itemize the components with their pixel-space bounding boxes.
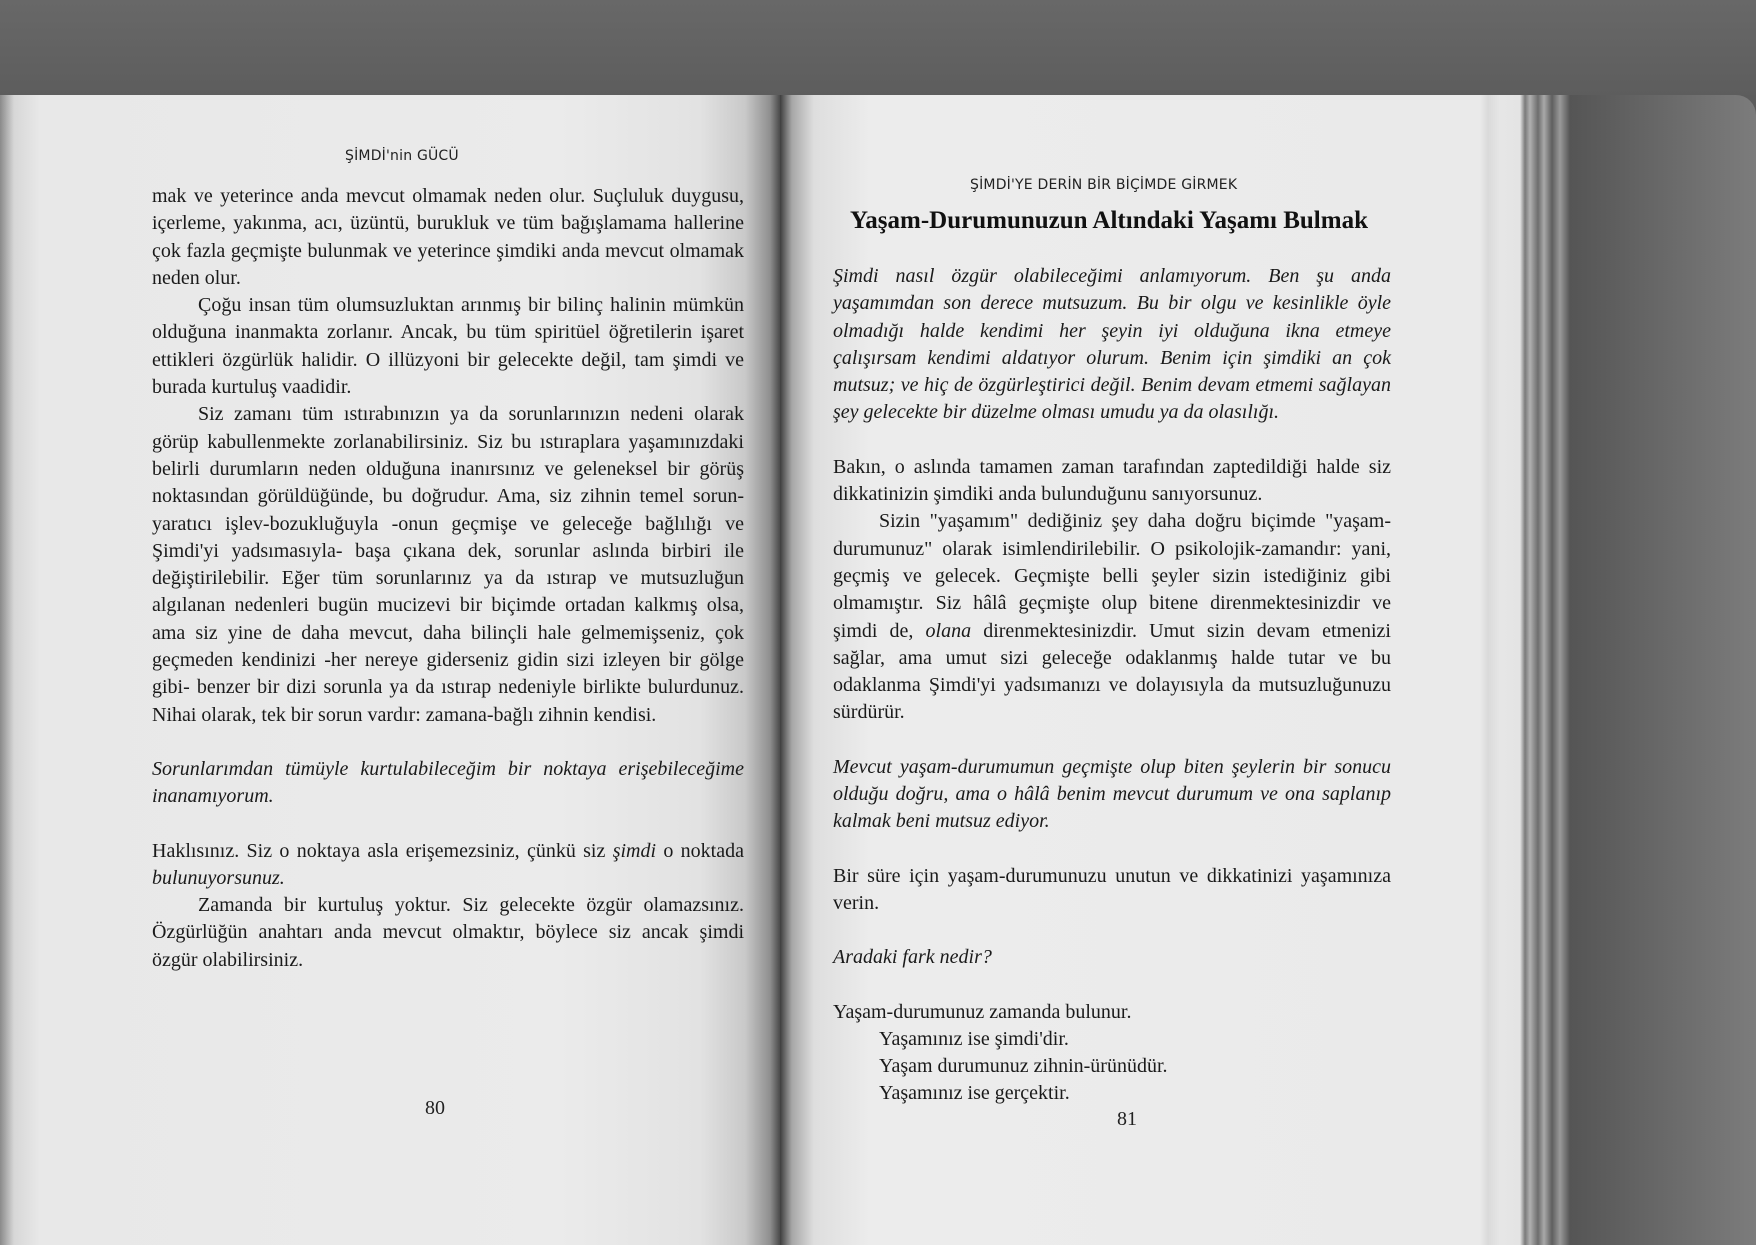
scanner-background bbox=[0, 0, 1756, 95]
answer-text: Zamanda bir kurtuluş yoktur. Siz gelecekte özgür olamazsınız. Özgürlüğün anahtarı anda mevcut olmaktır, böylece siz ancak şimdi özgür olabilirsiniz. bbox=[152, 894, 744, 971]
left-page bbox=[0, 95, 780, 1245]
answer-line: Yaşam-durumunuz zamanda bulunur. bbox=[833, 1000, 1132, 1023]
question-text: Aradaki fark nedir? bbox=[833, 946, 992, 969]
question-text: Sorunlarımdan tümüyle kurtulabileceğim bir noktaya erişebileceğime inanamıyorum. bbox=[152, 757, 744, 808]
answer-line: Yaşam durumunuz zihnin-ürünüdür. bbox=[879, 1055, 1168, 1078]
answer-line: Yaşamınız ise şimdi'dir. bbox=[879, 1027, 1069, 1050]
page-number-left: 80 bbox=[425, 1097, 445, 1119]
answer-text: Sizin "yaşamım" dediğiniz şey daha doğru biçimde "yaşam-durumunuz" olarak isimlendirilebilir. O psikolojik-zamandır: yani, geçmiş ve gelecek. Geçmişte belli şeyler sizin istediğiniz gibi olmamıştır. Siz hâlâ geçmişte olup bitene direnmektesinizdir ve şimdi de, olana direnmektesinizdir. Umut sizin devam etmenizi sağlar, ama umut sizi geleceğe odaklanmış halde tutar ve bu odaklanma Şimdi'yi yadsımanızı ve dolayısıyla da mutsuzluğunuzu sürdürür. bbox=[833, 510, 1391, 724]
question-text: Şimdi nasıl özgür olabileceğimi anlamıyorum. Ben şu anda yaşamımdan son derece mutsuzum. Bu bir olgu ve kesinlikle öyle olmadığı halde kendimi her şeyin iyi olduğuna ikna etmeye çalışırsam kendimi aldatıyor olurum. Benim için şimdiki an çok mutsuz; ve hiç de özgürleştirici değil. Benim devam etmemi sağlayan şey gelecekte bir düzelme olması umudu ya da olasılığı. bbox=[833, 265, 1391, 424]
answer-text: Haklısınız. Siz o noktaya asla erişemezsiniz, çünkü siz şimdi o noktada bulunuyorsunuz. bbox=[152, 839, 744, 889]
left-body bbox=[152, 183, 744, 974]
page-number-right: 81 bbox=[1117, 1108, 1137, 1130]
answer-text: Bakın, o aslında tamamen zaman tarafından zaptedildiği halde siz dikkatinizin şimdiki anda bulunduğunu sanıyorsunuz. bbox=[833, 455, 1391, 506]
paragraph: mak ve yeterince anda mevcut olmamak neden olur. Suçluluk duygusu, içerleme, yakınma, acı, üzüntü, burukluk ve tüm bağışlamama hallerine çok fazla geçmişte bulunmak ve yeterince şimdiki anda mevcut olmamak neden olur. bbox=[152, 185, 744, 289]
running-head-left: ŞİMDİ'nin GÜCÜ bbox=[345, 148, 459, 164]
question-text: Mevcut yaşam-durumumun geçmişte olup biten şeylerin bir sonucu olduğu doğru, ama o hâlâ benim mevcut durumum ve ona saplanıp kalmak beni mutsuz ediyor. bbox=[833, 755, 1391, 833]
right-page bbox=[780, 95, 1756, 1245]
answer-list bbox=[833, 999, 1391, 1108]
paragraph: Siz zamanı tüm ıstırabınızın ya da sorunlarınızın nedeni olarak görüp kabullenmekte zorlanabilirsiniz. Siz bu ıstıraplara yaşamınızdaki belirli durumların neden olduğuna inanırsınız ve geleneksel bir görüş noktasından görüldüğünde, bu doğrudur. Ama, siz zihnin temel sorun-yaratıcı işlev-bozukluğuyla -onun geçmişe ve geleceğe bağlılığı ve Şimdi'yi yadsımasıyla- başa çıkana dek, sorunlar aslında birbiri ile değiştirilebilir. Eğer tüm sorunlarınız ya da ıstırap ve mutsuzluğun algılanan nedenleri bugün mucizevi bir biçimde ortadan kalkmış olsa, ama siz yine de daha mevcut, daha bilinçli hale gelmemişseniz, çok geçmeden kendinizi -her nereye giderseniz gidin sizi izleyen bir gölge gibi- benzer bir dizi sorunla ya da ıstırap nedeniyle birlikte bulurdunuz. Nihai olarak, tek bir sorun vardır: zamana-bağlı zihnin kendisi. bbox=[152, 403, 744, 726]
answer-text: Bir süre için yaşam-durumunuzu unutun ve dikkatinizi yaşamınıza verin. bbox=[833, 864, 1391, 914]
running-head-right: ŞİMDİ'YE DERİN BİR BİÇİMDE GİRMEK bbox=[970, 177, 1238, 193]
paragraph: Çoğu insan tüm olumsuzluktan arınmış bir bilinç halinin mümkün olduğuna inanmakta zorlanır. Ancak, bu tüm spiritüel öğretilerin işaret ettikleri özgürlük halidir. O illüzyoni bir gelecekte değil, tam şimdi ve burada kurtuluş vaadidir. bbox=[152, 294, 744, 399]
right-body bbox=[833, 263, 1391, 1108]
section-heading: Yaşam-Durumunuzun Altındaki Yaşamı Bulmak bbox=[850, 207, 1368, 234]
answer-line: Yaşamınız ise gerçektir. bbox=[879, 1082, 1070, 1105]
